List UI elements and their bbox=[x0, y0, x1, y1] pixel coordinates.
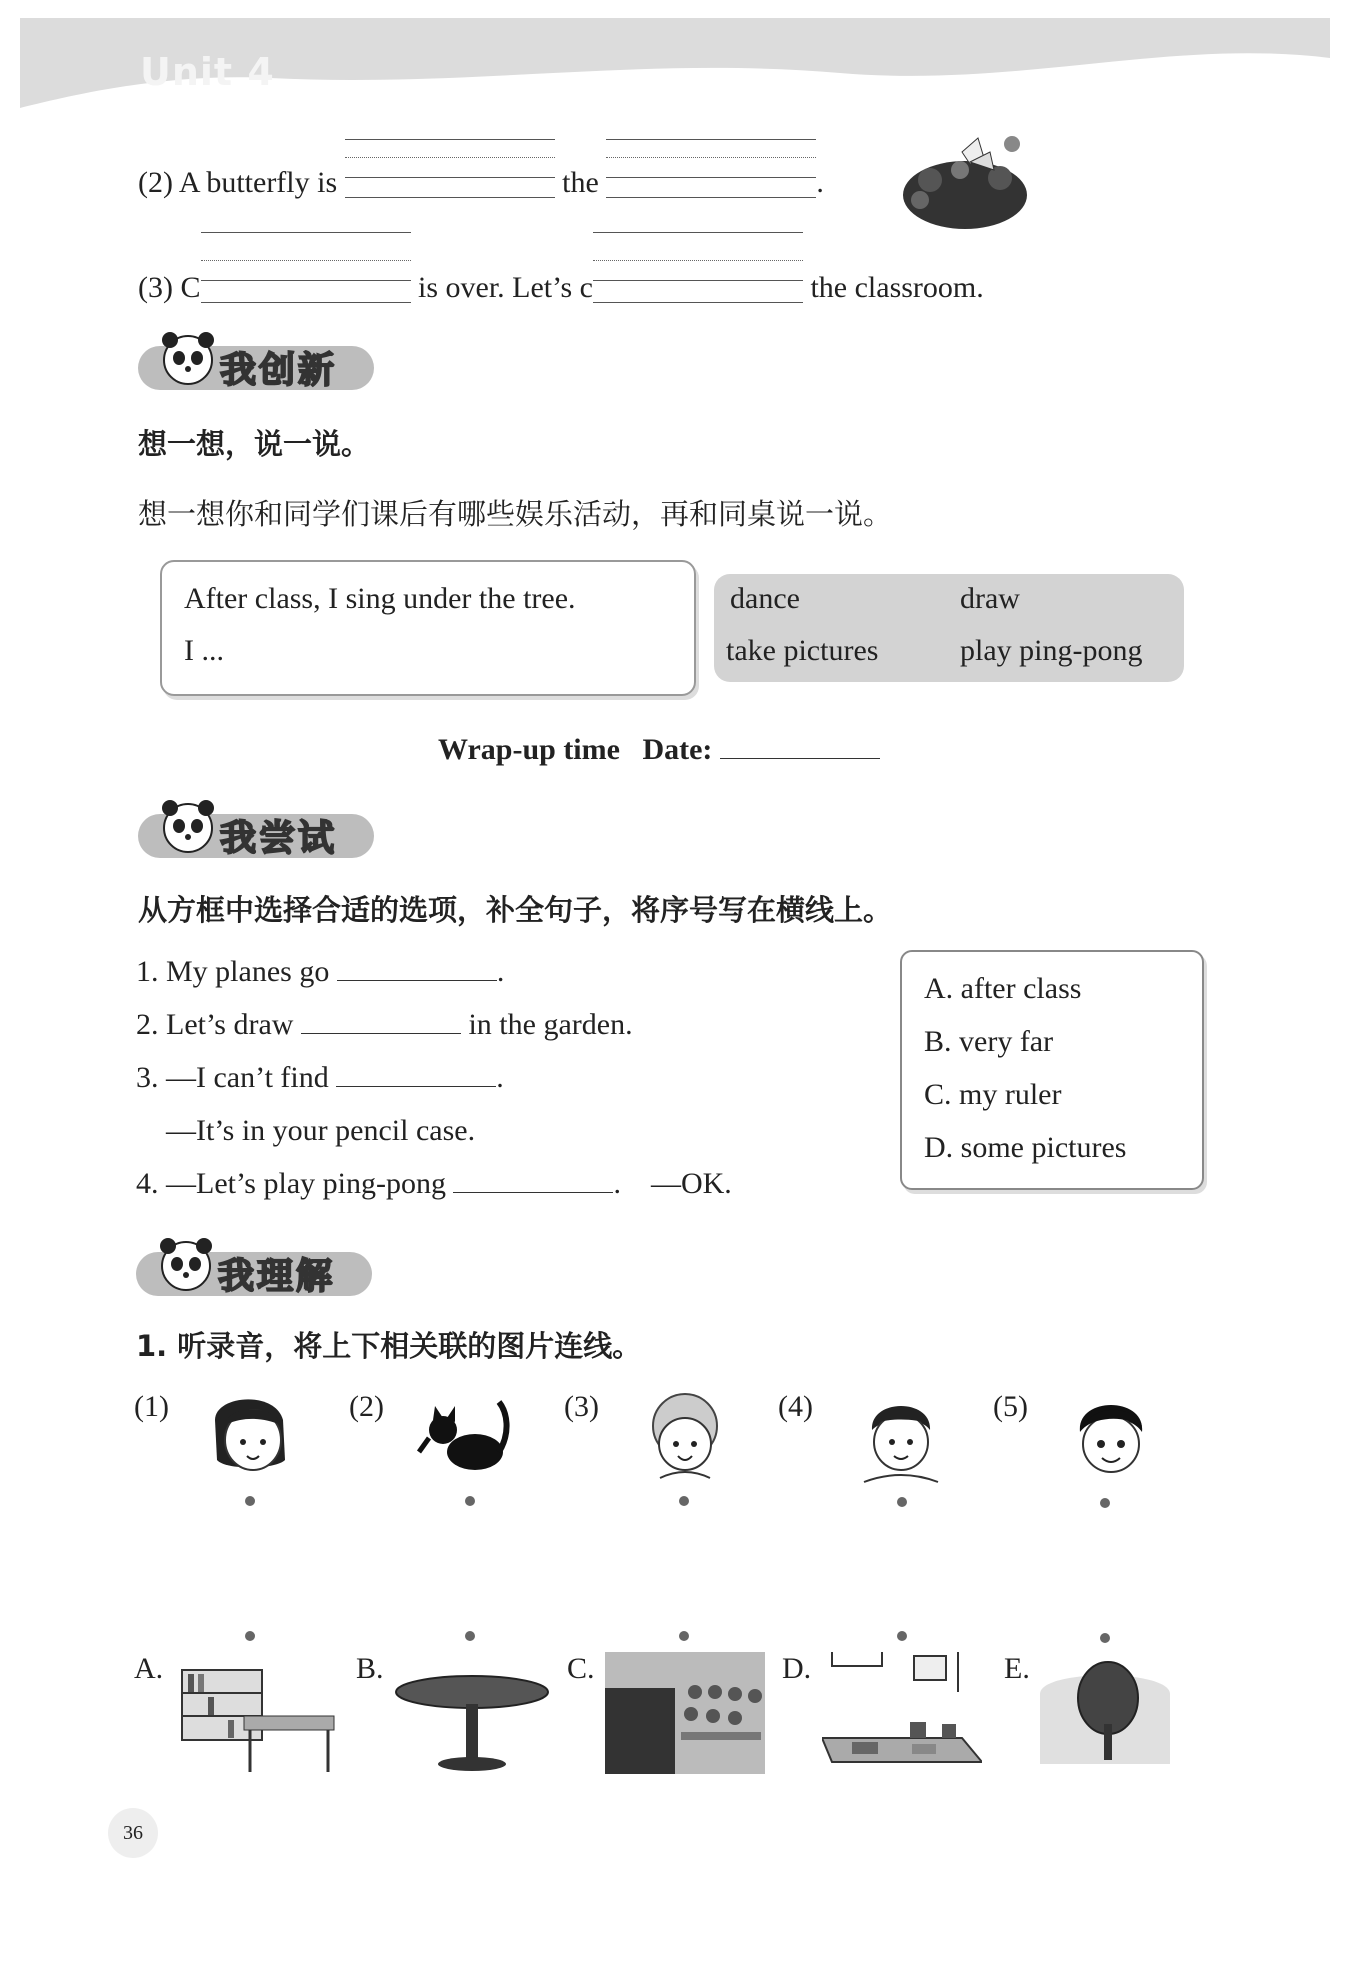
section-try-title: 我尝试 bbox=[220, 818, 338, 859]
q2-end: . bbox=[816, 165, 824, 199]
bottom-label-a: A. bbox=[134, 1652, 164, 1685]
try-q1 bbox=[136, 955, 504, 989]
classroom-students-image bbox=[605, 1652, 765, 1774]
try-q2 bbox=[136, 1008, 633, 1042]
curly-hair-child-image bbox=[640, 1392, 730, 1484]
panda-icon bbox=[158, 328, 218, 388]
try-q1-end: . bbox=[496, 955, 505, 988]
fill-in-q2 bbox=[138, 145, 824, 225]
top-dot-4[interactable] bbox=[897, 1497, 907, 1507]
q3-blank-2[interactable] bbox=[593, 250, 803, 330]
word-play-ping-pong: play ping-pong bbox=[960, 634, 1143, 667]
bottom-dot-a[interactable] bbox=[245, 1631, 255, 1641]
try-q4-text: 4. —Let’s play ping-pong bbox=[136, 1167, 446, 1200]
section-try-tag bbox=[138, 796, 398, 858]
fill-in-q3 bbox=[138, 250, 984, 330]
section-understand-title: 我理解 bbox=[218, 1256, 336, 1297]
art-room-image bbox=[822, 1652, 982, 1778]
top-label-1: (1) bbox=[134, 1390, 169, 1423]
wrapup-heading bbox=[438, 733, 880, 767]
wrapup-title: Wrap-up time bbox=[438, 733, 620, 766]
try-q3-blank[interactable] bbox=[336, 1064, 496, 1087]
section-understand-tag bbox=[136, 1234, 396, 1296]
page-number: 36 bbox=[108, 1808, 158, 1858]
tree-image bbox=[1040, 1654, 1170, 1764]
try-q4-blank[interactable] bbox=[453, 1170, 613, 1193]
panda-icon bbox=[156, 1234, 216, 1294]
girl-image bbox=[205, 1390, 295, 1485]
word-draw: draw bbox=[960, 582, 1020, 615]
section-create-title: 我创新 bbox=[220, 350, 338, 391]
example-line-1: After class, I sing under the tree. bbox=[184, 582, 576, 615]
top-dot-2[interactable] bbox=[465, 1496, 475, 1506]
bottom-dot-c[interactable] bbox=[679, 1631, 689, 1641]
q2-middle: the bbox=[562, 165, 599, 199]
q3-prefix: (3) C bbox=[138, 270, 201, 304]
try-q3-text: 3. —I can’t find bbox=[136, 1061, 329, 1094]
bottom-label-b: B. bbox=[356, 1652, 384, 1685]
q2-prefix: (2) A butterfly is bbox=[138, 165, 338, 199]
top-label-4: (4) bbox=[778, 1390, 813, 1423]
date-blank[interactable] bbox=[720, 736, 880, 759]
example-line-2: I ... bbox=[184, 634, 224, 667]
bottom-dot-b[interactable] bbox=[465, 1631, 475, 1641]
try-q4-reply: —OK. bbox=[650, 1167, 732, 1200]
top-dot-3[interactable] bbox=[679, 1496, 689, 1506]
boy-image-2 bbox=[1066, 1392, 1156, 1484]
top-label-2: (2) bbox=[349, 1390, 384, 1423]
top-dot-1[interactable] bbox=[245, 1496, 255, 1506]
top-dot-5[interactable] bbox=[1100, 1498, 1110, 1508]
section-create-description: 想一想你和同学们课后有哪些娱乐活动，再和同桌说一说。 bbox=[138, 497, 893, 531]
word-dance: dance bbox=[730, 582, 800, 615]
options-box bbox=[900, 950, 1204, 1190]
top-label-3: (3) bbox=[564, 1390, 599, 1423]
section-create-tag bbox=[138, 328, 398, 390]
try-q3-end: . bbox=[496, 1061, 504, 1094]
round-table-image bbox=[392, 1666, 552, 1776]
bottom-label-d: D. bbox=[782, 1652, 812, 1685]
top-label-5: (5) bbox=[993, 1390, 1028, 1423]
option-b: B. very far bbox=[924, 1025, 1054, 1058]
try-q4 bbox=[136, 1167, 732, 1201]
try-q3 bbox=[136, 1061, 504, 1095]
bottom-dot-e[interactable] bbox=[1100, 1633, 1110, 1643]
bottom-label-e: E. bbox=[1004, 1652, 1030, 1685]
example-box bbox=[160, 560, 696, 696]
try-q3-reply: —It’s in your pencil case. bbox=[166, 1114, 476, 1147]
panda-icon bbox=[158, 796, 218, 856]
boy-image-1 bbox=[856, 1392, 946, 1484]
butterfly-flowers-image bbox=[900, 130, 1030, 230]
q2-blank-1[interactable] bbox=[345, 145, 555, 225]
word-take-pictures: take pictures bbox=[726, 634, 879, 667]
try-q2-blank[interactable] bbox=[301, 1011, 461, 1034]
wrapup-date-label: Date: bbox=[642, 733, 713, 766]
try-q1-blank[interactable] bbox=[337, 958, 497, 981]
bottom-dot-d[interactable] bbox=[897, 1631, 907, 1641]
option-a: A. after class bbox=[924, 972, 1082, 1005]
q3-middle: is over. Let’s c bbox=[418, 270, 593, 304]
try-q2-end: in the garden. bbox=[468, 1008, 633, 1041]
try-q2-text: 2. Let’s draw bbox=[136, 1008, 294, 1041]
library-image bbox=[178, 1660, 338, 1780]
q3-blank-1[interactable] bbox=[201, 250, 411, 330]
option-c: C. my ruler bbox=[924, 1078, 1062, 1111]
word-bank bbox=[714, 574, 1184, 682]
cat-image bbox=[415, 1392, 515, 1477]
bottom-label-c: C. bbox=[567, 1652, 595, 1685]
try-q1-text: 1. My planes go bbox=[136, 955, 330, 988]
section-understand-instruction: 1. 听录音，将上下相关联的图片连线。 bbox=[136, 1329, 642, 1363]
unit-label: Unit 4 bbox=[140, 50, 275, 94]
section-try-instruction: 从方框中选择合适的选项，补全句子，将序号写在横线上。 bbox=[138, 893, 893, 927]
q3-end: the classroom. bbox=[810, 270, 984, 304]
try-q4-end: . bbox=[613, 1167, 621, 1200]
q2-blank-2[interactable] bbox=[606, 145, 816, 225]
section-create-instruction: 想一想，说一说。 bbox=[138, 427, 371, 461]
option-d: D. some pictures bbox=[924, 1131, 1127, 1164]
